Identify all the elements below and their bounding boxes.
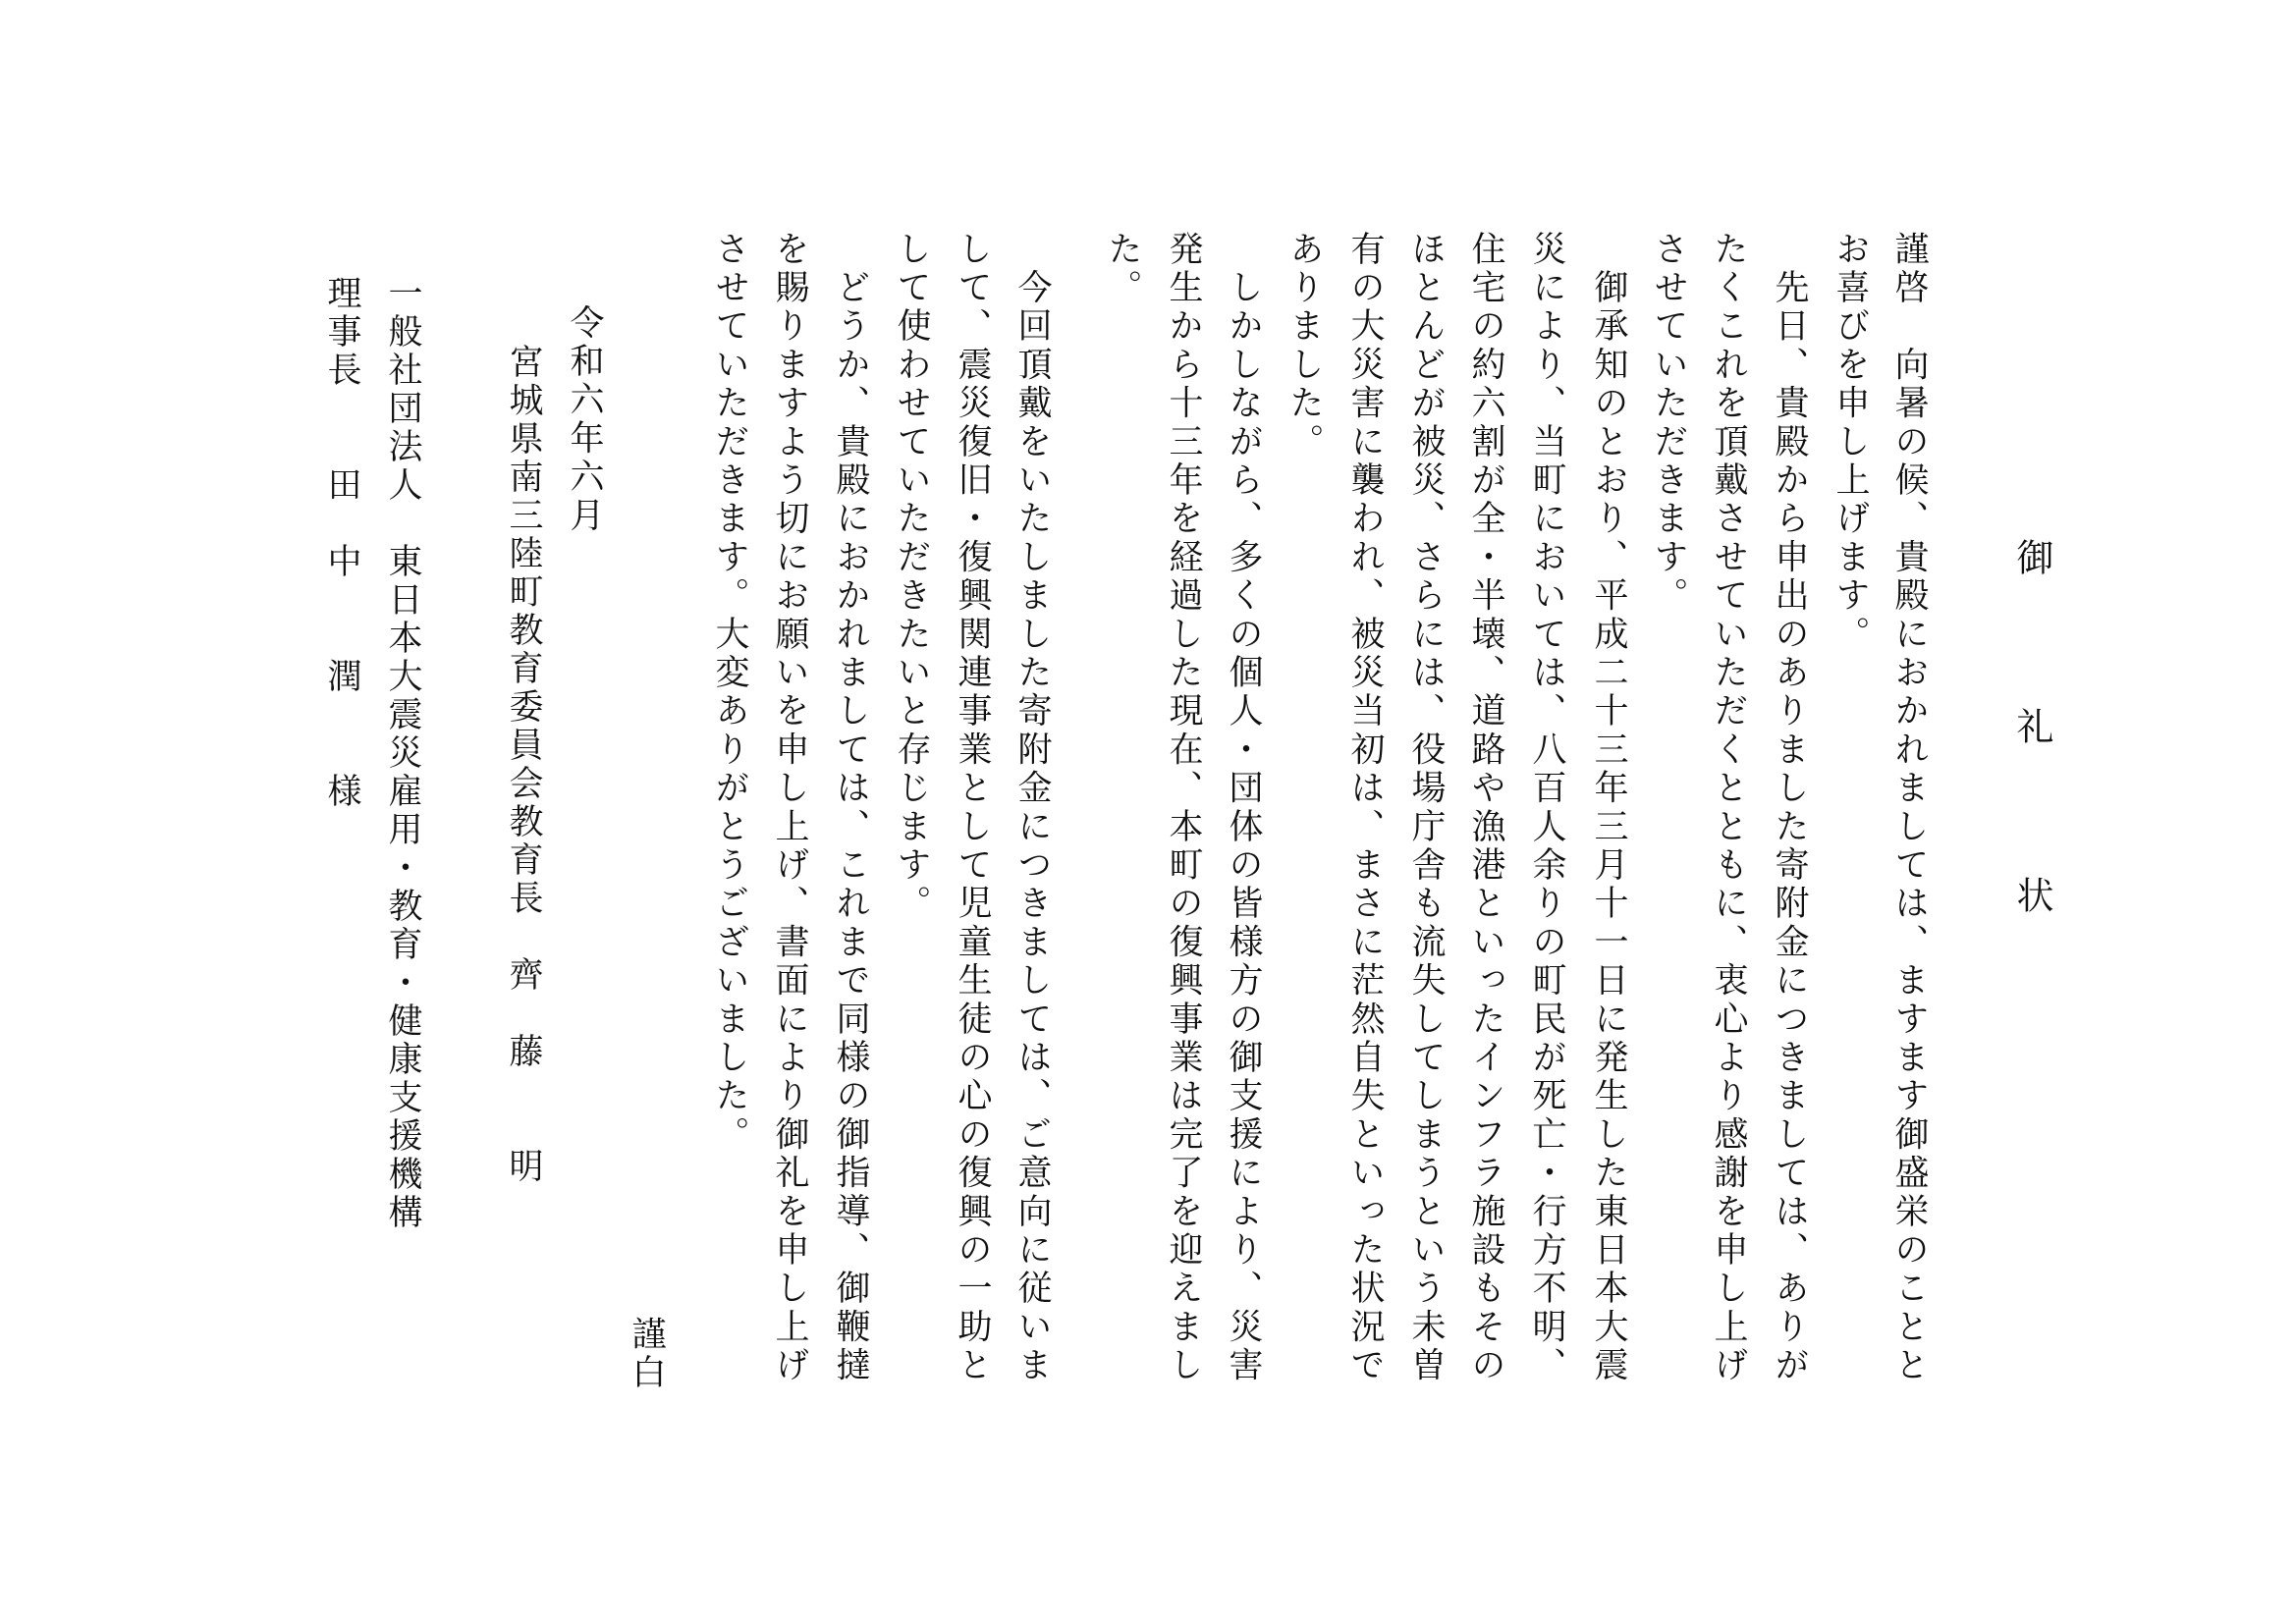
body-line: しかしながら、多くの個人・団体の皆様方の御支援により、災害 bbox=[1224, 231, 1263, 1385]
letter-date: 令和六年六月 bbox=[565, 304, 604, 536]
body-line: た。 bbox=[1103, 231, 1142, 308]
body-line: して、震災復旧・復興関連事業として児童生徒の心の復興の一助と bbox=[953, 231, 992, 1385]
body-line: して使わせていただきたいと存じます。 bbox=[892, 231, 931, 924]
body-line: 御承知のとおり、平成二十三年三月十一日に発生した東日本大震 bbox=[1589, 231, 1628, 1385]
body-line: を賜りますよう切にお願いを申し上げ、書面により御礼を申し上げ bbox=[770, 231, 809, 1385]
body-line: させていただきます。大変ありがとうございました。 bbox=[710, 231, 749, 1155]
letter-title: 御 礼 状 bbox=[2010, 538, 2053, 960]
body-line: どうか、貴殿におかれましては、これまで同様の御指導、御鞭撻 bbox=[831, 231, 870, 1385]
recipient-name: 理事長 田 中 潤 様 bbox=[322, 275, 361, 811]
body-line: 発生から十三年を経過した現在、本町の復興事業は完了を迎えまし bbox=[1164, 231, 1203, 1385]
body-line: 有の大災害に襲われ、被災当初は、まさに茫然自失といった状況で bbox=[1345, 231, 1385, 1385]
recipient-organization: 一般社団法人 東日本大震災雇用・教育・健康支援機構 bbox=[383, 275, 422, 1232]
body-line: 先日、貴殿から申出のありました寄附金につきましては、ありが bbox=[1770, 231, 1809, 1385]
body-line: お喜びを申し上げます。 bbox=[1831, 231, 1870, 655]
body-line: ほとんどが被災、さらには、役場庁舎も流失してしまうという未曽 bbox=[1406, 231, 1446, 1385]
body-line: ありました。 bbox=[1285, 231, 1324, 462]
body-line: 今回頂戴をいたしました寄附金につきましては、ご意向に従いま bbox=[1012, 231, 1052, 1385]
body-line: させていただきます。 bbox=[1649, 231, 1688, 616]
body-line: たくこれを頂戴させていただくとともに、衷心より感謝を申し上げ bbox=[1709, 231, 1748, 1385]
body-line: 災により、当町においては、八百人余りの町民が死亡・行方不明、 bbox=[1527, 231, 1566, 1385]
body-line: 住宅の約六割が全・半壊、道路や漁港といったインフラ施設もその bbox=[1466, 231, 1505, 1385]
body-line: 謹啓 向暑の候、貴殿におかれましては、ますます御盛栄のことと bbox=[1889, 231, 1929, 1385]
closing-phrase: 謹白 bbox=[627, 1316, 666, 1392]
sender-signature: 宮城県南三陸町教育委員会教育長 齊 藤 明 bbox=[504, 344, 543, 1186]
